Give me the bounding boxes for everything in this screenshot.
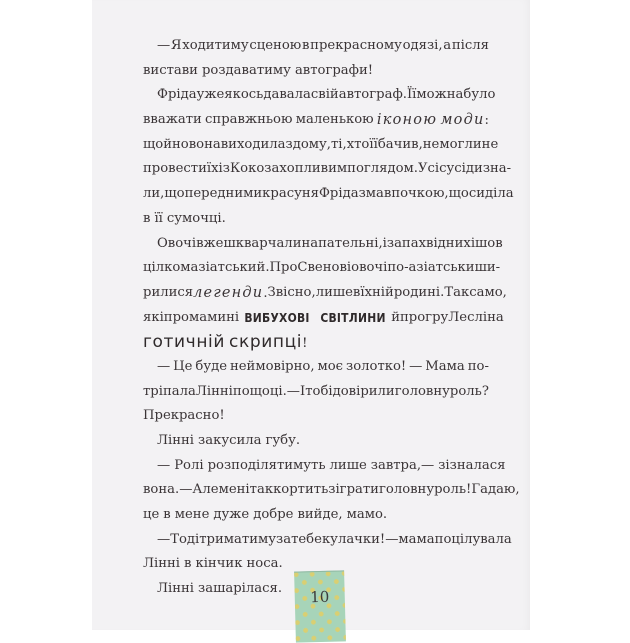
word: Про	[269, 260, 298, 276]
word: золотко!	[346, 358, 407, 374]
word: Але	[192, 482, 219, 498]
text-line	[143, 157, 512, 182]
word: зна-	[482, 161, 512, 177]
word: було	[463, 87, 496, 103]
text-line	[143, 404, 489, 429]
word: хто	[346, 136, 370, 152]
word: тебе	[291, 531, 322, 547]
word: губу.	[265, 433, 301, 448]
word: Лінні	[157, 433, 195, 448]
word: якось	[224, 87, 264, 103]
word: її	[154, 210, 163, 226]
word: і	[159, 309, 164, 325]
word: носа.	[246, 556, 283, 572]
word: поглядом.	[347, 161, 419, 177]
word: автограф.	[338, 87, 407, 103]
word: ходитиму	[182, 38, 249, 53]
word: роздаватиму	[201, 62, 291, 78]
word: не	[481, 136, 499, 152]
word: що	[448, 186, 469, 202]
word: —	[409, 358, 423, 374]
text-line	[143, 207, 489, 232]
hand-word: моди:	[440, 112, 489, 129]
word: маленькою	[295, 112, 374, 128]
word: так	[249, 482, 274, 498]
word: щоці.—	[249, 383, 300, 399]
word: вийде,	[297, 507, 343, 523]
word: овочі	[351, 260, 388, 276]
word: а	[443, 38, 452, 53]
word: ли,	[143, 186, 165, 202]
text-line	[143, 330, 489, 355]
word: на	[301, 235, 319, 251]
word: кулачки!	[321, 531, 386, 547]
word: провести	[143, 161, 207, 177]
word: моє	[317, 358, 344, 374]
word: їхній	[360, 284, 394, 300]
word: тобі	[305, 383, 333, 399]
word: про	[163, 309, 189, 325]
word: виходила	[220, 136, 286, 152]
big-word: готичній	[143, 332, 226, 353]
text-line	[143, 281, 507, 306]
word: —	[157, 358, 171, 374]
word: неймовірно,	[229, 358, 315, 374]
stamp-word: ВИБУХОВІ	[244, 309, 310, 325]
text-line	[143, 306, 504, 331]
word: Коко	[229, 161, 265, 177]
word: з	[358, 186, 366, 202]
word: свій	[310, 87, 339, 103]
word: —	[157, 38, 171, 53]
word: роль?	[449, 383, 489, 399]
word: в	[352, 284, 361, 300]
word: вона.—	[143, 482, 193, 498]
word: розподілятимуть	[207, 457, 326, 473]
word: тріпала	[143, 383, 196, 399]
word: І	[299, 383, 306, 399]
word: Свенові	[297, 260, 352, 276]
word: вистави	[143, 62, 198, 78]
word: в	[184, 556, 192, 572]
word: ішов	[470, 235, 503, 251]
word: можна	[416, 87, 464, 103]
word: і	[382, 235, 387, 251]
text-line	[143, 355, 489, 380]
word: мені	[218, 482, 250, 498]
word: по-	[467, 358, 489, 374]
word: Лінні	[143, 556, 181, 572]
word: гру	[425, 309, 449, 325]
text-line	[143, 429, 489, 454]
word: Лінні	[157, 581, 195, 597]
word: сиділа	[468, 186, 514, 202]
hand-word: іконою	[376, 112, 438, 129]
word: Прекрасно!	[143, 408, 225, 424]
word: по	[232, 383, 250, 399]
word: Фріда	[157, 87, 197, 103]
word: головну	[394, 383, 450, 399]
text-line	[143, 478, 520, 503]
word: —	[385, 531, 399, 547]
hand-word: легенди.	[193, 284, 268, 301]
word: мамо.	[346, 507, 388, 523]
word: цілком	[143, 260, 191, 276]
word: зіграти	[328, 482, 379, 498]
word: Леслі	[448, 309, 488, 325]
word: родині.	[393, 284, 445, 300]
word: красуня	[262, 186, 319, 202]
word: одязі,	[402, 38, 443, 53]
word: давала	[263, 87, 311, 103]
page-number-tape	[294, 570, 346, 642]
word: мамині	[188, 309, 240, 325]
word: Овочі	[157, 235, 197, 251]
word: ши-	[474, 260, 501, 276]
word: уже	[196, 87, 225, 103]
word: —	[157, 531, 171, 547]
word: Ролі	[174, 457, 204, 473]
word: й	[391, 309, 400, 325]
word: завтра,—	[370, 457, 435, 473]
word: сумочці.	[166, 210, 226, 226]
word: бачив,	[377, 136, 423, 152]
word: рилися	[143, 284, 194, 300]
word: їх	[206, 161, 219, 177]
word: Я	[170, 38, 182, 53]
word: по-азіатськи	[387, 260, 475, 276]
word: дуже	[213, 507, 250, 523]
word: сусіди	[439, 161, 483, 177]
word: після	[451, 38, 489, 53]
page-text	[143, 34, 520, 602]
text-line	[143, 380, 489, 405]
word: кортить	[273, 482, 329, 498]
word: Це	[173, 358, 193, 374]
text-line	[143, 133, 499, 158]
word: від	[426, 235, 446, 251]
text-line	[143, 528, 512, 553]
word: Її	[406, 87, 417, 103]
text-line	[143, 34, 489, 59]
word: це	[143, 507, 160, 523]
big-word: скрипці!	[229, 332, 308, 353]
word: кінчик	[195, 556, 243, 572]
word: Мама	[425, 358, 465, 374]
word: щойно	[143, 136, 189, 152]
word: її	[369, 136, 378, 152]
word: що	[164, 186, 185, 202]
word: Гадаю,	[471, 482, 520, 498]
word: із	[218, 161, 230, 177]
word: Тоді	[170, 531, 200, 547]
word: захопливим	[264, 161, 348, 177]
word: могли	[439, 136, 482, 152]
word: добре	[253, 507, 294, 523]
text-line	[143, 232, 503, 257]
word: прекрасному	[310, 38, 402, 53]
word: з	[285, 136, 293, 152]
word: вона	[188, 136, 221, 152]
word: мама	[398, 531, 435, 547]
word: ті,	[330, 136, 347, 152]
word: за	[276, 531, 292, 547]
word: в	[302, 38, 310, 53]
word: триматиму	[199, 531, 277, 547]
word: них	[445, 235, 471, 251]
text-line	[143, 256, 501, 281]
text-line	[143, 182, 514, 207]
word: ними	[225, 186, 263, 202]
page-number: 10	[309, 587, 330, 607]
word: Усі	[418, 161, 440, 177]
word: запах	[386, 235, 427, 251]
word: азіатський.	[190, 260, 270, 276]
word: лише	[315, 284, 353, 300]
word: роль!	[434, 482, 472, 498]
word: на	[487, 309, 504, 325]
word: дому,	[292, 136, 331, 152]
word: головну	[378, 482, 435, 498]
word: Фріда	[318, 186, 359, 202]
word: справжньою	[205, 112, 293, 128]
word: зашарілася.	[198, 581, 283, 597]
word: буде	[195, 358, 227, 374]
word: Так	[444, 284, 470, 300]
text-line	[143, 59, 489, 84]
word: довірили	[332, 383, 395, 399]
word: перед	[184, 186, 226, 202]
word: шкварчали	[223, 235, 302, 251]
word: вже	[196, 235, 224, 251]
word: поцілувала	[434, 531, 512, 547]
word: як	[143, 309, 160, 325]
word: в	[163, 507, 171, 523]
word: автографи!	[294, 62, 374, 78]
word: закусила	[198, 433, 262, 448]
word: Звісно,	[267, 284, 316, 300]
word: в	[143, 210, 151, 226]
word: сценою	[249, 38, 302, 53]
word: —	[157, 457, 171, 473]
word: мене	[174, 507, 210, 523]
stamp-word: СВІТЛИНИ	[320, 309, 386, 325]
word: вважати	[143, 112, 202, 128]
text-line	[143, 454, 506, 479]
text-line	[143, 503, 489, 528]
word: зізналася	[438, 457, 506, 473]
word: само,	[469, 284, 507, 300]
word: Лінні	[195, 383, 233, 399]
text-line	[143, 83, 496, 108]
word: пательні,	[318, 235, 383, 251]
word: мавпочкою,	[365, 186, 449, 202]
text-line	[143, 108, 489, 133]
word: лише	[329, 457, 367, 473]
word: не	[422, 136, 440, 152]
word: про	[399, 309, 426, 325]
